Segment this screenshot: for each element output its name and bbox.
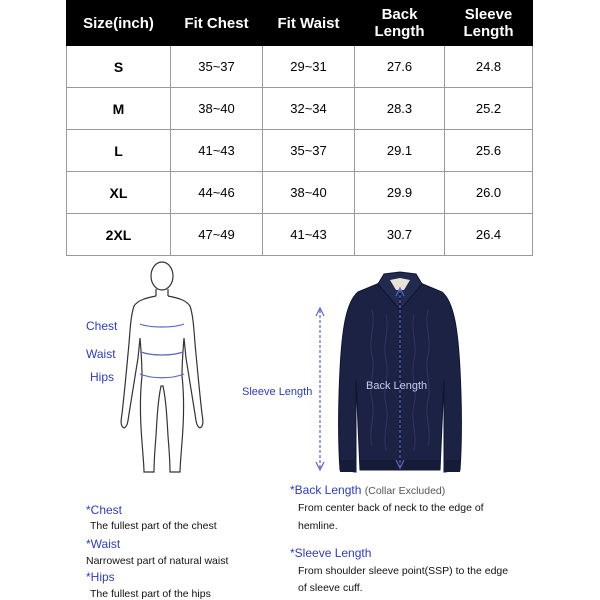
- header-sleeve-length: Sleeve Length: [445, 1, 533, 46]
- header-back-length: Back Length: [355, 1, 445, 46]
- table-row: [67, 46, 533, 88]
- note-hips-text: The fullest part of the hips: [90, 588, 211, 600]
- sleeve-length-label: Sleeve Length: [242, 386, 313, 398]
- table-cell: 35~37: [263, 130, 355, 172]
- size-cell: S: [67, 46, 171, 88]
- note-chest-text: The fullest part of the chest: [90, 520, 217, 532]
- waist-label: Waist: [86, 347, 116, 361]
- note-hips-title: *Hips: [86, 570, 115, 584]
- table-cell: 24.8: [445, 46, 533, 88]
- table-cell: 32~34: [263, 88, 355, 130]
- table-header-row: [67, 1, 533, 46]
- table-cell: 25.6: [445, 130, 533, 172]
- table-cell: 29~31: [263, 46, 355, 88]
- table-row: [67, 130, 533, 172]
- table-cell: 47~49: [171, 214, 263, 256]
- table-cell: 25.2: [445, 88, 533, 130]
- table-row: [67, 172, 533, 214]
- table-cell: 38~40: [171, 88, 263, 130]
- table-cell: 41~43: [263, 214, 355, 256]
- table-cell: 41~43: [171, 130, 263, 172]
- note-back-title-sub: (Collar Excluded): [364, 485, 446, 497]
- note-back-text-2: hemline.: [298, 520, 338, 532]
- size-cell: 2XL: [67, 214, 171, 256]
- table-cell: 38~40: [263, 172, 355, 214]
- note-back-title-main: *Back Length: [290, 483, 362, 497]
- table-cell: 27.6: [355, 46, 445, 88]
- back-length-label: Back Length: [366, 380, 428, 392]
- note-sleeve-title: *Sleeve Length: [290, 546, 372, 560]
- hips-label: Hips: [90, 370, 115, 384]
- header-size: Size(inch): [67, 1, 171, 46]
- table-row: [67, 88, 533, 130]
- size-cell: L: [67, 130, 171, 172]
- note-sleeve-text-1: From shoulder sleeve point(SSP) to the edge: [298, 565, 509, 577]
- chest-label: Chest: [86, 319, 118, 333]
- table-cell: 30.7: [355, 214, 445, 256]
- body-figure-illustration: [100, 258, 240, 478]
- table-cell: 29.9: [355, 172, 445, 214]
- table-cell: 26.0: [445, 172, 533, 214]
- note-back-title: [290, 483, 445, 497]
- note-waist-text: Narrowest part of natural waist: [86, 555, 229, 567]
- table-cell: 28.3: [355, 88, 445, 130]
- size-chart-table: [66, 0, 533, 256]
- note-back-text-1: From center back of neck to the edge of: [298, 502, 484, 514]
- note-chest-title: *Chest: [86, 503, 123, 517]
- table-row: [67, 214, 533, 256]
- size-cell: M: [67, 88, 171, 130]
- table-cell: 29.1: [355, 130, 445, 172]
- note-waist-title: *Waist: [86, 537, 121, 551]
- sweater-illustration: [320, 270, 480, 480]
- note-sleeve-text-2: of sleeve cuff.: [298, 582, 363, 594]
- table-cell: 26.4: [445, 214, 533, 256]
- table-cell: 44~46: [171, 172, 263, 214]
- size-cell: XL: [67, 172, 171, 214]
- table-cell: 35~37: [171, 46, 263, 88]
- header-fit-chest: Fit Chest: [171, 1, 263, 46]
- header-fit-waist: Fit Waist: [263, 1, 355, 46]
